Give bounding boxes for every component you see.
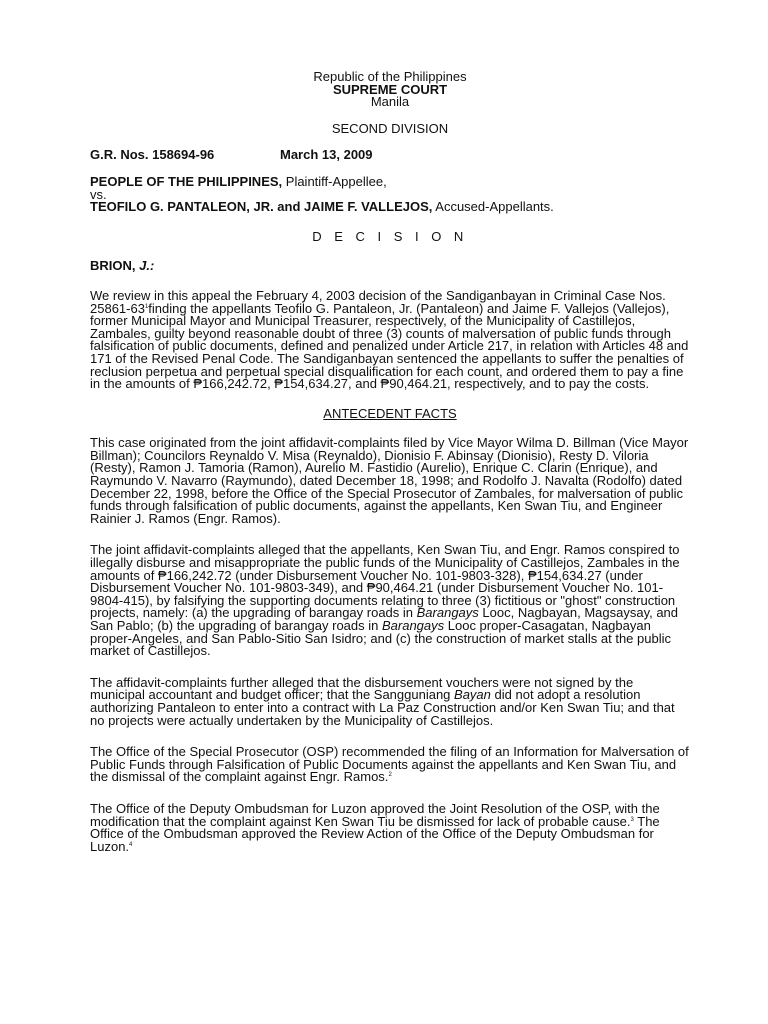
plaintiff-name: PEOPLE OF THE PHILIPPINES, <box>90 173 283 189</box>
case-date: March 13, 2009 <box>280 147 373 163</box>
court-header <box>90 71 690 109</box>
intro-text-1: We review in this appeal the February 4, 2003 decision of the Sandiganbayan in Criminal Case Nos. 25861-63 <box>90 287 666 316</box>
intro-paragraph <box>90 287 690 392</box>
paragraph-ombudsman <box>90 800 690 854</box>
case-title <box>90 173 690 215</box>
paragraph-osp <box>90 746 690 784</box>
accused-line <box>90 201 690 214</box>
division-heading: SECOND DIVISION <box>331 120 449 136</box>
ponente-title: J.: <box>139 258 155 274</box>
footnote-ref-3[interactable]: 3 <box>630 816 634 823</box>
ponente <box>90 260 690 273</box>
osp-text: The Office of the Special Prosecutor (OSP) recommended the filing of an Information for Malversation of Public Funds through Falsification of Public Documents against the appellants and Ken Swan Tiu, and the dismissal of the complaint against Engr. Ramos. <box>90 744 689 785</box>
ombudsman-text-1: The Office of the Deputy Ombudsman for Luzon approved the Joint Resolution of the OSP, with the modification that the complaint against Ken Swan Tiu be dismissed for lack of probable cause. <box>90 800 660 829</box>
ombudsman-text-2: The Office of the Ombudsman approved the Review Action of the Office of the Deputy Ombudsman for Luzon. <box>90 813 660 854</box>
paragraph-complaints: This case originated from the joint affidavit-complaints filed by Vice Mayor Wilma D. Billman (Vice Mayor Billman); Councilors Reynaldo V. Misa (Reynaldo), Dionisio F. Abinsay (Dionisio), Resty D. Viloria (Resty), Ramon J. Tamoria (Ramon), Aurelio M. Fastidio (Aurelio), Enrique C. Clarin (Enrique), and Raymundo V. Navarro (Raymundo), dated December 18, 1998; and Rodolfo J. Navalta (Rodolfo) dated December 22, 1998, before the Office of the Special Prosecutor of Zambales, for malversation of public funds through falsification of public documents, against the appellants, Ken Swan Tiu, and Engineer Rainier J. Ramos (Engr. Ramos). <box>90 435 689 526</box>
antecedent-facts-heading: ANTECEDENT FACTS <box>323 405 457 421</box>
allegations-text-1: The joint affidavit-complaints alleged that the appellants, Ken Swan Tiu, and Engr. Ramos conspired to illegally disburse and misappropriate the public funds of the Municipality of Castillejos, Zambales in the amounts of ₱166,242.72 (under Disbursement Voucher No. 101-9803-328), ₱154,634.27 (under Disbursement Voucher No. 101-9803-349), and ₱90,464.21 (under Disbursement Voucher No. 101-9804-415), by falsifying the supporting documents relating to three (3) fictitious or "ghost" construction projects, namely: (a) the upgrading of barangay roads in <box>90 542 680 621</box>
footnote-ref-4[interactable]: 4 <box>129 841 133 848</box>
decision-heading: D E C I S I O N <box>312 228 468 244</box>
paragraph-allegations <box>90 544 690 657</box>
allegations-text-3: Looc proper-Casagatan, Nagbayan proper-Angeles, and San Pablo-Sitio San Isidro; and (c) the construction of market stalls at the public market of Castillejos. <box>90 618 671 659</box>
paragraph-further-allegations <box>90 674 690 728</box>
footnote-ref-1[interactable]: 1 <box>144 303 149 310</box>
accused-names: TEOFILO G. PANTALEON, JR. and JAIME F. VALLEJOS, <box>90 199 433 215</box>
footnote-ref-2[interactable]: 2 <box>388 772 392 779</box>
plaintiff-line <box>90 173 690 189</box>
allegations-text-2: Looc, Nagbayan, Magsaysay, and San Pablo; (b) the upgrading of barangay roads in <box>90 605 679 633</box>
accused-role: Accused-Appellants. <box>432 199 554 215</box>
ponente-name: BRION, <box>90 258 140 274</box>
case-number: G.R. Nos. 158694-96 <box>90 147 215 163</box>
allegations-emphasis-1: Barangays <box>416 605 479 621</box>
court-name: SUPREME COURT <box>332 81 448 97</box>
versus-line: vs. <box>90 186 107 202</box>
further-text-2: did not adopt a resolution authorizing Pantaleon to enter into a contract with La Paz Construction and/or Ken Swan Tiu; and that no projects were actually undertaken by the Municipality of Castillejos. <box>90 687 675 728</box>
further-text-1: The affidavit-complaints further alleged that the disbursement vouchers were not signed by the municipal accountant and budget officer; that the Sangguniang <box>90 674 634 703</box>
decision-body <box>90 71 690 853</box>
republic-line: Republic of the Philippines <box>313 69 467 84</box>
case-line <box>90 149 690 162</box>
further-emphasis: Bayan <box>454 687 491 703</box>
intro-text-2: finding the appellants Teofilo G. Pantaleon, Jr. (Pantaleon) and Jaime F. Vallejos (Vallejos), former Municipal Mayor and Municipal Treasurer, respectively, of the Municipality of Castillejos, Zambales, guilty beyond reasonable doubt of three (3) counts of malversation of public funds through falsification of public documents, defined and penalized under Article 217, in relation with Articles 48 and 171 of the Revised Penal Code. The Sandiganbayan sentenced the appellants to suffer the penalties of reclusion perpetua and perpetual special disqualification for each count, and ordered them to pay a fine in the amounts of ₱166,242.72, ₱154,634.27, and ₱90,464.21, respectively, and to pay the costs. <box>90 300 689 392</box>
plaintiff-role: Plaintiff-Appellee, <box>282 173 387 189</box>
court-city: Manila <box>370 94 410 110</box>
allegations-emphasis-2: Barangays <box>381 618 445 633</box>
